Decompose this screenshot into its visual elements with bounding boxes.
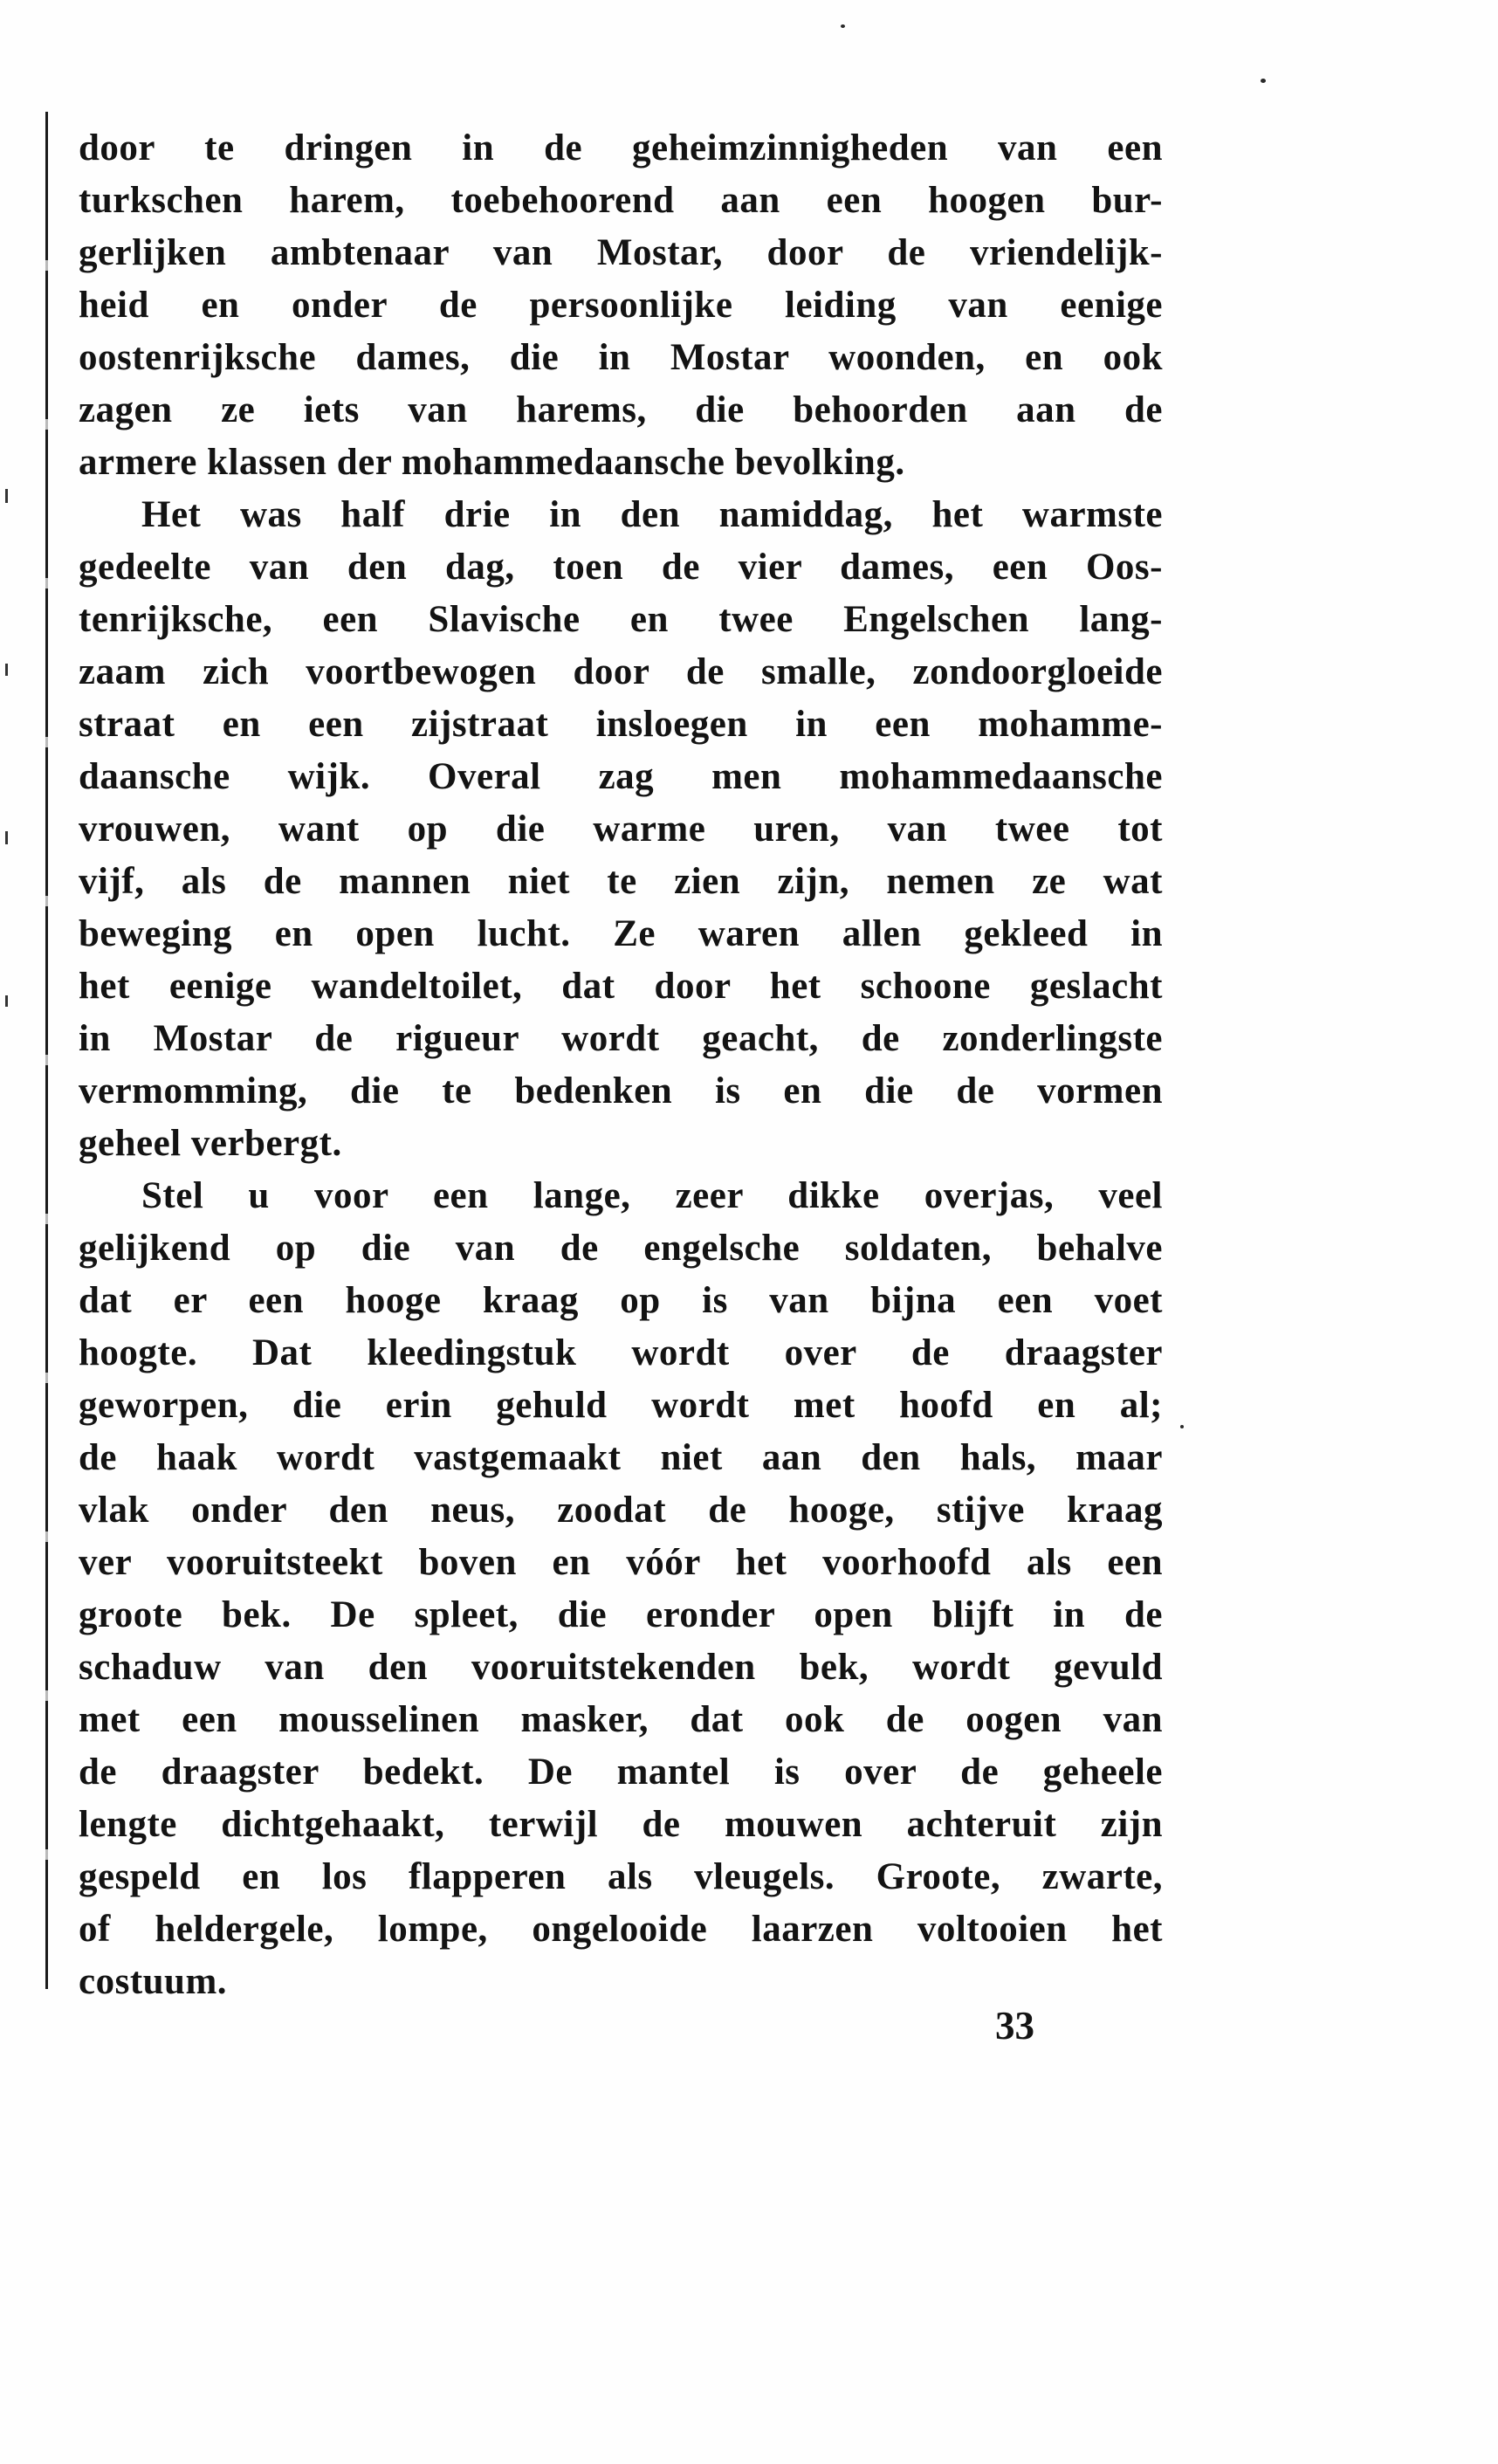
text-line: lengte dichtgehaakt, terwijl de mouwen achteruit zijn [79, 1804, 1163, 1845]
page-number: 33 [995, 2004, 1034, 2048]
text-line: vrouwen, want op die warme uren, van twee tot [79, 809, 1163, 850]
text-line: groote bek. De spleet, die eronder open blijft in de [79, 1594, 1163, 1635]
page-edge-mark [5, 995, 8, 1007]
text-line: straat en een zijstraat insloegen in een mohamme- [79, 704, 1163, 745]
text-line: hoogte. Dat kleedingstuk wordt over de draagster [79, 1332, 1163, 1373]
text-line: gerlijken ambtenaar van Mostar, door de vriendelijk- [79, 232, 1163, 273]
left-margin-rule [45, 112, 48, 1989]
text-line: vermomming, die te bedenken is en die de vormen [79, 1070, 1163, 1112]
text-line: vijf, als de mannen niet te zien zijn, nemen ze wat [79, 861, 1163, 902]
text-line: daansche wijk. Overal zag men mohammedaansche [79, 756, 1163, 797]
text-line: de draagster bedekt. De mantel is over de geheele [79, 1752, 1163, 1793]
text-line: geheel verbergt. [79, 1123, 342, 1164]
text-line: het eenige wandeltoilet, dat door het schoone geslacht [79, 966, 1163, 1007]
text-line: door te dringen in de geheimzinnigheden van een [79, 127, 1163, 169]
text-line: turkschen harem, toebehoorend aan een hoogen bur- [79, 180, 1163, 221]
text-line: zagen ze iets van harems, die behoorden aan de [79, 389, 1163, 430]
scan-speck [1180, 1425, 1184, 1428]
text-line: gedeelte van den dag, toen de vier dames, een Oos- [79, 547, 1163, 588]
text-line: gelijkend op die van de engelsche soldaten, behalve [79, 1228, 1163, 1269]
text-line: schaduw van den vooruitstekenden bek, wordt gevuld [79, 1647, 1163, 1688]
text-line: beweging en open lucht. Ze waren allen gekleed in [79, 913, 1163, 954]
text-line: dat er een hooge kraag op is van bijna een voet [79, 1280, 1163, 1321]
text-line: armere klassen der mohammedaansche bevolking. [79, 442, 905, 483]
page-edge-mark [5, 664, 8, 676]
text-line: oostenrijksche dames, die in Mostar woonden, en ook [79, 337, 1163, 378]
page-edge-mark [5, 489, 8, 503]
text-line: met een mousselinen masker, dat ook de oogen van [79, 1699, 1163, 1740]
text-line: gespeld en los flapperen als vleugels. Groote, zwarte, [79, 1856, 1163, 1897]
text-line: in Mostar de rigueur wordt geacht, de zonderlingste [79, 1018, 1163, 1059]
scan-speck [841, 24, 845, 28]
text-line: geworpen, die erin gehuld wordt met hoofd en al; [79, 1385, 1163, 1426]
body-text [79, 122, 1163, 2008]
text-line: ver vooruitsteekt boven en vóór het voorhoofd als een [79, 1542, 1163, 1583]
text-line: costuum. [79, 1961, 228, 2002]
scan-speck [1261, 79, 1266, 83]
text-line: zaam zich voortbewogen door de smalle, zondoorgloeide [79, 651, 1163, 692]
text-line: of heldergele, lompe, ongelooide laarzen voltooien het [79, 1909, 1163, 1950]
text-line: heid en onder de persoonlijke leiding van eenige [79, 285, 1163, 326]
text-line: Stel u voor een lange, zeer dikke overjas, veel [141, 1175, 1163, 1216]
page-edge-mark [5, 831, 8, 844]
text-line: Het was half drie in den namiddag, het warmste [141, 494, 1163, 535]
text-line: tenrijksche, een Slavische en twee Engelschen lang- [79, 599, 1163, 640]
text-line: de haak wordt vastgemaakt niet aan den hals, maar [79, 1437, 1163, 1478]
text-line: vlak onder den neus, zoodat de hooge, stijve kraag [79, 1490, 1163, 1531]
